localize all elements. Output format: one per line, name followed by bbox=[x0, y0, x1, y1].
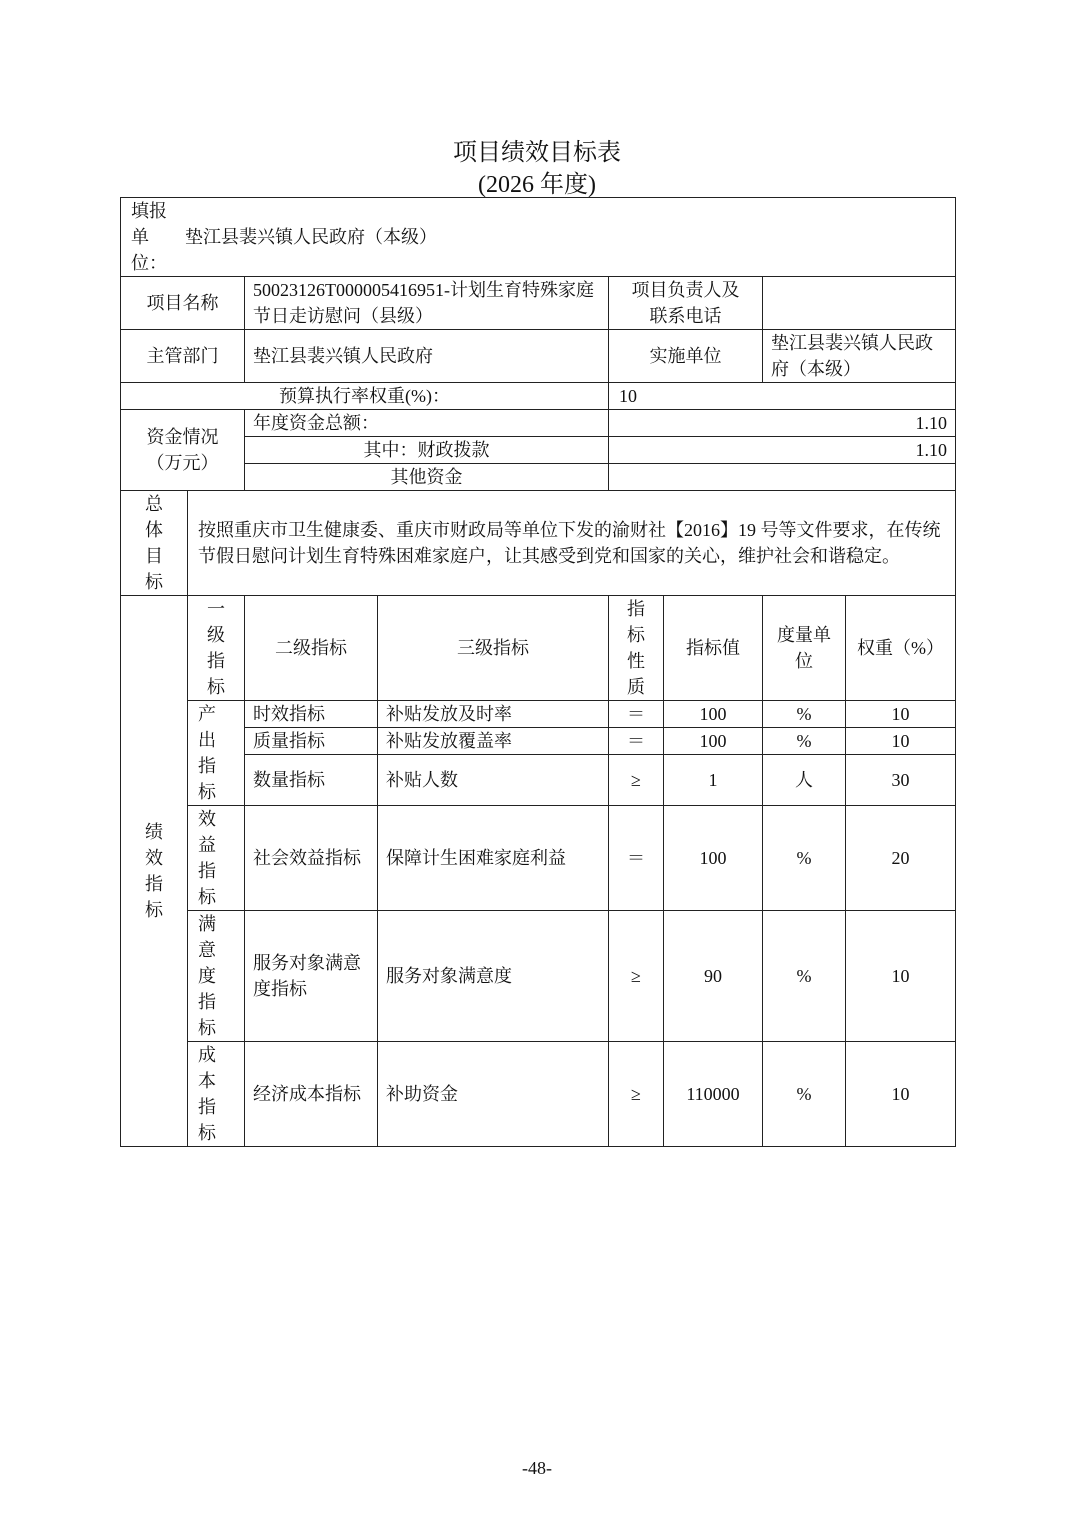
page-number: -48- bbox=[522, 1458, 552, 1478]
budget-weight-value: 10 bbox=[609, 383, 956, 410]
group-output: 产出指标 bbox=[188, 701, 245, 806]
header-level1: 一级指标 bbox=[188, 596, 245, 701]
weight-cell: 10 bbox=[846, 728, 956, 755]
level3-cell: 补贴发放及时率 bbox=[378, 701, 609, 728]
nature-cell: ≥ bbox=[609, 755, 664, 806]
weight-cell: 10 bbox=[846, 911, 956, 1042]
table-row bbox=[121, 1042, 956, 1147]
nature-cell: ＝ bbox=[609, 728, 664, 755]
table-row bbox=[121, 911, 956, 1042]
header-unit: 度量单位 bbox=[763, 596, 846, 701]
funds-other-label: 其他资金 bbox=[245, 464, 609, 491]
unit-cell: % bbox=[763, 701, 846, 728]
header-value: 指标值 bbox=[664, 596, 763, 701]
header-weight: 权重（%） bbox=[846, 596, 956, 701]
fill-unit-label: 填报单位： bbox=[131, 201, 167, 273]
weight-cell: 10 bbox=[846, 1042, 956, 1147]
contact-value bbox=[763, 277, 956, 330]
funds-other-value bbox=[609, 464, 956, 491]
group-benefit: 效益指标 bbox=[188, 806, 245, 911]
level3-cell: 服务对象满意度 bbox=[378, 911, 609, 1042]
executor-label: 实施单位 bbox=[609, 330, 763, 383]
weight-cell: 30 bbox=[846, 755, 956, 806]
level2-cell: 质量指标 bbox=[245, 728, 378, 755]
group-satisfaction: 满意度指标 bbox=[188, 911, 245, 1042]
value-cell: 100 bbox=[664, 806, 763, 911]
department-label: 主管部门 bbox=[121, 330, 245, 383]
department-value: 垫江县裴兴镇人民政府 bbox=[245, 330, 609, 383]
value-cell: 110000 bbox=[664, 1042, 763, 1147]
nature-cell: ≥ bbox=[609, 1042, 664, 1147]
nature-cell: ＝ bbox=[609, 806, 664, 911]
level3-cell: 补贴发放覆盖率 bbox=[378, 728, 609, 755]
project-name-value: 50023126T000005416951-计划生育特殊家庭节日走访慰问（县级） bbox=[245, 277, 609, 330]
value-cell: 90 bbox=[664, 911, 763, 1042]
value-cell: 100 bbox=[664, 701, 763, 728]
nature-cell: ＝ bbox=[609, 701, 664, 728]
funds-label: 资金情况（万元） bbox=[121, 410, 245, 491]
table-row bbox=[121, 701, 956, 728]
value-cell: 100 bbox=[664, 728, 763, 755]
table-row bbox=[121, 755, 956, 806]
value-cell: 1 bbox=[664, 755, 763, 806]
goal-label: 总体目标 bbox=[121, 491, 188, 596]
level2-cell: 经济成本指标 bbox=[245, 1042, 378, 1147]
fill-unit-value: 垫江县裴兴镇人民政府（本级） bbox=[185, 227, 437, 247]
funds-total-value: 1.10 bbox=[609, 410, 956, 437]
unit-cell: 人 bbox=[763, 755, 846, 806]
funds-fiscal-value: 1.10 bbox=[609, 437, 956, 464]
level2-cell: 时效指标 bbox=[245, 701, 378, 728]
header-nature: 指标性质 bbox=[609, 596, 664, 701]
weight-cell: 20 bbox=[846, 806, 956, 911]
table-row bbox=[121, 806, 956, 911]
unit-cell: % bbox=[763, 1042, 846, 1147]
budget-weight-label: 预算执行率权重(%)： bbox=[121, 383, 609, 410]
level2-cell: 数量指标 bbox=[245, 755, 378, 806]
unit-cell: % bbox=[763, 911, 846, 1042]
weight-cell: 10 bbox=[846, 701, 956, 728]
table-row bbox=[121, 728, 956, 755]
page-subtitle: (2026 年度) bbox=[478, 172, 596, 198]
group-cost: 成本指标 bbox=[188, 1042, 245, 1147]
nature-cell: ≥ bbox=[609, 911, 664, 1042]
level2-cell: 服务对象满意度指标 bbox=[245, 911, 378, 1042]
goal-text: 按照重庆市卫生健康委、重庆市财政局等单位下发的渝财社【2016】19 号等文件要求，在传统节假日慰问计划生育特殊困难家庭户，让其感受到党和国家的关心，维护社会和谐稳定。 bbox=[188, 491, 956, 596]
funds-fiscal-label: 其中：财政拨款 bbox=[245, 437, 609, 464]
project-name-label: 项目名称 bbox=[121, 277, 245, 330]
level3-cell: 保障计生困难家庭利益 bbox=[378, 806, 609, 911]
executor-value: 垫江县裴兴镇人民政府（本级） bbox=[763, 330, 956, 383]
page-title: 项目绩效目标表 bbox=[453, 140, 621, 166]
level3-cell: 补贴人数 bbox=[378, 755, 609, 806]
unit-cell: % bbox=[763, 806, 846, 911]
unit-cell: % bbox=[763, 728, 846, 755]
level3-cell: 补助资金 bbox=[378, 1042, 609, 1147]
header-level2: 二级指标 bbox=[245, 596, 378, 701]
fill-unit-row bbox=[121, 198, 956, 277]
performance-target-table bbox=[120, 197, 956, 1147]
contact-label: 项目负责人及联系电话 bbox=[609, 277, 763, 330]
level2-cell: 社会效益指标 bbox=[245, 806, 378, 911]
funds-total-label: 年度资金总额： bbox=[245, 410, 609, 437]
indicators-label: 绩效指标 bbox=[121, 596, 188, 1147]
header-level3: 三级指标 bbox=[378, 596, 609, 701]
